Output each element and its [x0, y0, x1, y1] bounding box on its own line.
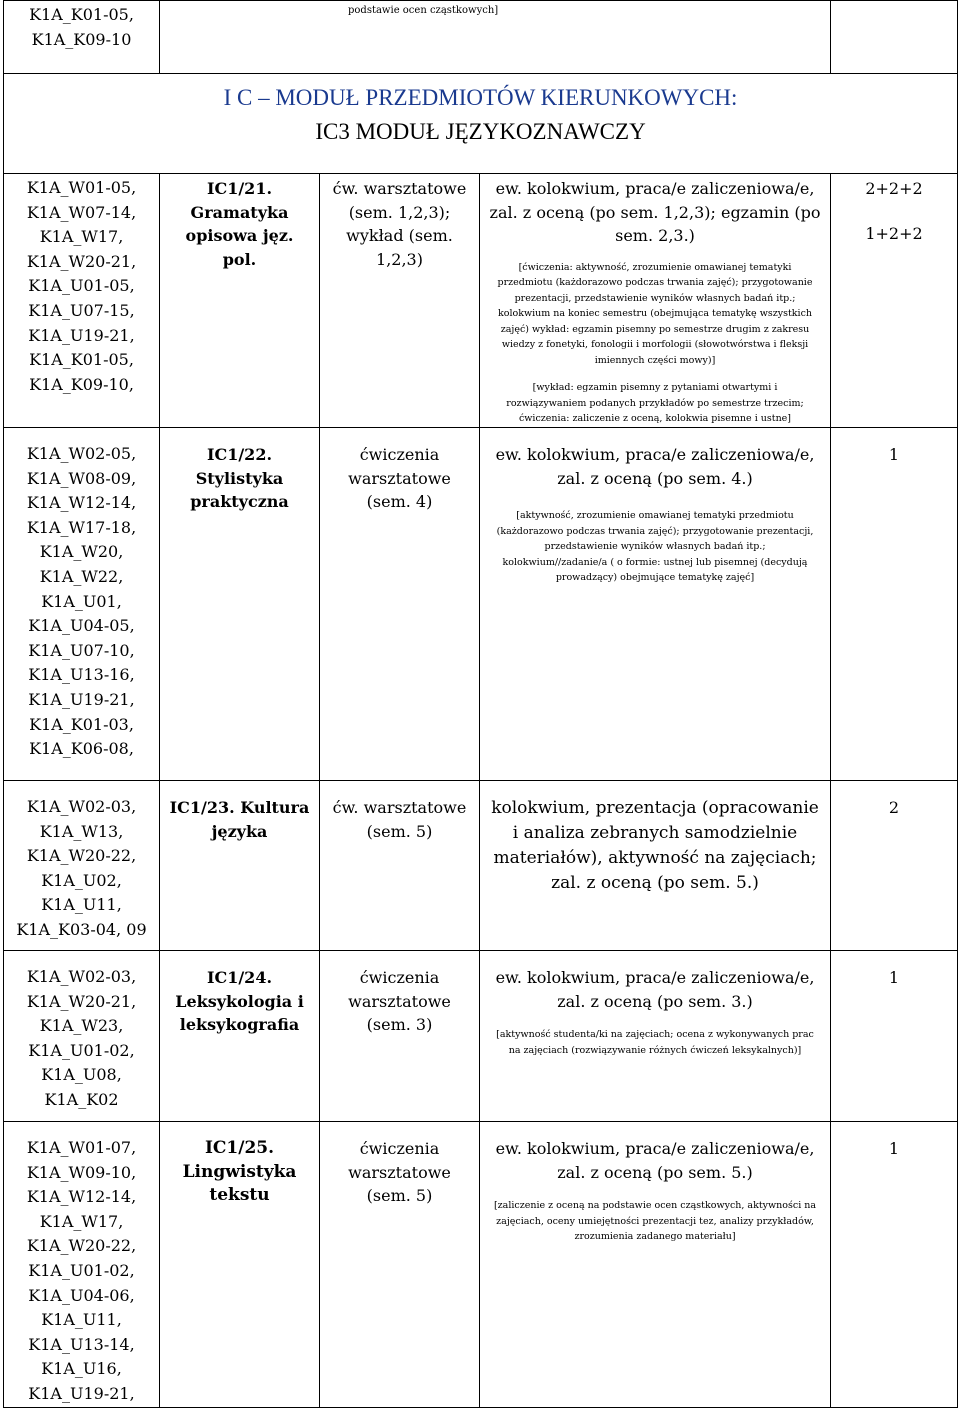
effect-code: K1A_W20, [39, 542, 124, 562]
effect-code: K1A_W22, [39, 566, 124, 586]
ects-cell [831, 781, 958, 951]
effect-code: K1A_W01-07, [26, 1138, 137, 1157]
effect-code: K1A_K06-08, [29, 739, 134, 759]
effect-code: K1A_W20-22, [26, 1236, 137, 1256]
ects-value: 2+2+2 [865, 179, 923, 198]
ects-value: 1 [888, 1139, 900, 1158]
effect-code: K1A_U07-10, [28, 640, 135, 660]
table-row-top [4, 1, 958, 74]
effect-code: K1A_K03-04, 09 [16, 919, 147, 939]
assessment-text: ew. kolokwium, praca/e zaliczeniowa/e, zal. z oceną (po sem. 1,2,3); egzamin (po sem. 2,3.) [489, 179, 821, 245]
effect-code: K1A_W13, [39, 821, 124, 841]
table-row [4, 951, 958, 1122]
subject-cell [160, 174, 320, 428]
class-form-cell [320, 781, 480, 951]
effect-code: K1A_K02 [44, 1089, 119, 1109]
table-row [4, 174, 958, 428]
class-form-cell [320, 428, 480, 781]
class-form: ćw. warsztatowe (sem. 1,2,3); wykład (sem. 1,2,3) [332, 179, 467, 269]
assessment-text: ew. kolokwium, praca/e zaliczeniowa/e, zal. z oceną (po sem. 4.) [495, 445, 815, 488]
subject-cell [160, 1122, 320, 1408]
module-header-row [4, 74, 958, 174]
effects-codes-cell [4, 781, 160, 951]
effect-code: K1A_U11, [41, 1310, 122, 1330]
class-form: ćwiczenia warsztatowe (sem. 3) [348, 968, 451, 1034]
class-form: ćwiczenia warsztatowe (sem. 5) [348, 1139, 451, 1205]
effect-code: K1A_W02-05, [26, 444, 137, 463]
assessment-cell [160, 1, 831, 74]
assessment-note: podstawie ocen cząstkowych] [348, 5, 499, 16]
subject-name: IC1/23. Kultura języka [169, 798, 310, 841]
assessment-note: [aktywność studenta/ki na zajęciach; ocena z wykonywanych prac na zajęciach (rozwiązywanie różnych ćwiczeń leksykalnych)] [496, 1029, 814, 1056]
ects-value: 1 [888, 968, 900, 987]
effect-code: K1A_U01-02, [28, 1260, 135, 1280]
assessment-note: [ćwiczenia: aktywność, zrozumienie omawianej tematyki przedmiotu (każdorazowo podczas trwania zajęć); przygotowanie prezentacji, przedstawienie wyników własnych badań itp.; kolokwium na koniec semestru (obejmująca tematykę wszystkich zajęć) wykład: egzamin pisemny po semestrze drugim z zakresu wiedzy z fonetyki, fonologii i morfologii (słowotwórstwa i fleksji imiennych części mowy)] [497, 261, 813, 366]
effect-code: K1A_W20-21, [26, 251, 137, 271]
effect-code: K1A_W02-03, [26, 967, 137, 986]
effect-code: K1A_K09-10 [31, 29, 132, 49]
effects-codes-cell [4, 951, 160, 1122]
class-form-cell [320, 951, 480, 1122]
assessment-cell [480, 1122, 831, 1408]
effect-code: K1A_K01-05, [29, 5, 134, 24]
effect-code: K1A_U01, [41, 591, 122, 611]
table-row [4, 428, 958, 781]
ects-cell [831, 428, 958, 781]
assessment-note: [wykład: egzamin pisemny z pytaniami otwartymi i rozwiązywaniem podanych przykładów po semestrze trzecim; ćwiczenia: zaliczenie z oceną, kolokwia pisemne i ustne] [506, 382, 804, 424]
assessment-text: kolokwium, prezentacja (opracowanie i analiza zebranych samodzielnie materiałów), aktywność na zajęciach; zal. z oceną (po sem. 5.) [491, 798, 819, 893]
effect-code: K1A_U19-21, [28, 689, 135, 709]
effect-code: K1A_W02-03, [26, 797, 137, 816]
effect-code: K1A_K09-10, [29, 374, 134, 394]
subject-cell [160, 781, 320, 951]
module-header [4, 74, 958, 174]
table-row [4, 781, 958, 951]
effect-code: K1A_U08, [41, 1065, 122, 1085]
ects-cell [831, 1122, 958, 1408]
effect-code: K1A_U13-16, [28, 665, 135, 685]
effect-code: K1A_W17, [39, 1211, 124, 1231]
ects-cell [831, 951, 958, 1122]
effect-code: K1A_K01-03, [29, 714, 134, 734]
class-form-cell [320, 174, 480, 428]
effect-code: K1A_K01-05, [29, 350, 134, 370]
effect-code: K1A_U04-05, [28, 616, 135, 636]
effect-code: K1A_U04-06, [28, 1285, 135, 1305]
effect-code: K1A_W01-05, [26, 178, 137, 197]
effect-code: K1A_U01-02, [28, 1040, 135, 1060]
subject-name: IC1/25. Lingwistyka tekstu [182, 1138, 297, 1205]
effect-code: K1A_W20-22, [26, 846, 137, 866]
effect-code: K1A_W17, [39, 227, 124, 247]
ects-value: 1 [888, 445, 900, 464]
assessment-cell [480, 781, 831, 951]
assessment-note: [aktywność, zrozumienie omawianej tematyki przedmiotu (każdorazowo podczas trwania zajęć); przygotowanie prezentacji, przedstawienie wyników własnych badań itp.; kolokwium//zadanie/a ( o formie: ustnej lub pisemnej (decydują prowadzący) obejmujące tematykę zajęć] [496, 510, 814, 583]
assessment-cell [480, 174, 831, 428]
class-form-cell [320, 1122, 480, 1408]
effect-code: K1A_W17-18, [26, 517, 137, 537]
effects-codes-cell [4, 428, 160, 781]
subject-name: IC1/21. Gramatyka opisowa jęz. pol. [185, 179, 294, 269]
effect-code: K1A_U19-21, [28, 325, 135, 345]
class-form: ćw. warsztatowe (sem. 5) [332, 798, 467, 841]
assessment-cell [480, 951, 831, 1122]
assessment-note: [zaliczenie z oceną na podstawie ocen cząstkowych, aktywności na zajęciach, oceny umiejętności prezentacji tez, analizy przykładów, zrozumienia zadanego materiału] [493, 1200, 817, 1242]
ects-cell [831, 1, 958, 74]
effect-code: K1A_U01-05, [28, 276, 135, 296]
subject-cell [160, 951, 320, 1122]
effect-code: K1A_W12-14, [26, 1187, 137, 1207]
module-subtitle: IC3 MODUŁ JĘZYKOZNAWCZY [315, 119, 646, 144]
effect-code: K1A_W20-21, [26, 991, 137, 1011]
effect-code: K1A_W07-14, [26, 202, 137, 222]
class-form: ćwiczenia warsztatowe (sem. 4) [348, 445, 451, 511]
assessment-text: ew. kolokwium, praca/e zaliczeniowa/e, zal. z oceną (po sem. 3.) [495, 968, 815, 1011]
effect-code: K1A_W12-14, [26, 493, 137, 513]
effect-code: K1A_U02, [41, 870, 122, 890]
subject-cell [160, 428, 320, 781]
ects-value: 1+2+2 [865, 223, 923, 243]
curriculum-table [3, 0, 958, 1408]
module-title: I C – MODUŁ PRZEDMIOTÓW KIERUNKOWYCH: [223, 85, 738, 110]
effects-codes-cell [4, 1, 160, 74]
effect-code: K1A_U11, [41, 895, 122, 915]
effect-code: K1A_W09-10, [26, 1162, 137, 1182]
effect-code: K1A_U07-15, [28, 300, 135, 320]
ects-value: 2 [888, 798, 900, 817]
effect-code: K1A_W08-09, [26, 468, 137, 488]
ects-cell [831, 174, 958, 428]
effect-code: K1A_W23, [39, 1016, 124, 1036]
table-row [4, 1122, 958, 1408]
effects-codes-cell [4, 1122, 160, 1408]
assessment-text: ew. kolokwium, praca/e zaliczeniowa/e, zal. z oceną (po sem. 5.) [495, 1139, 815, 1182]
subject-name: IC1/22. Stylistyka praktyczna [190, 445, 289, 511]
effect-code: K1A_U16, [41, 1359, 122, 1379]
effect-code: K1A_U13-14, [28, 1334, 135, 1354]
effects-codes-cell [4, 174, 160, 428]
subject-name: IC1/24. Leksykologia i leksykografia [175, 968, 304, 1034]
effect-code: K1A_U19-21, [28, 1383, 135, 1403]
assessment-cell [480, 428, 831, 781]
